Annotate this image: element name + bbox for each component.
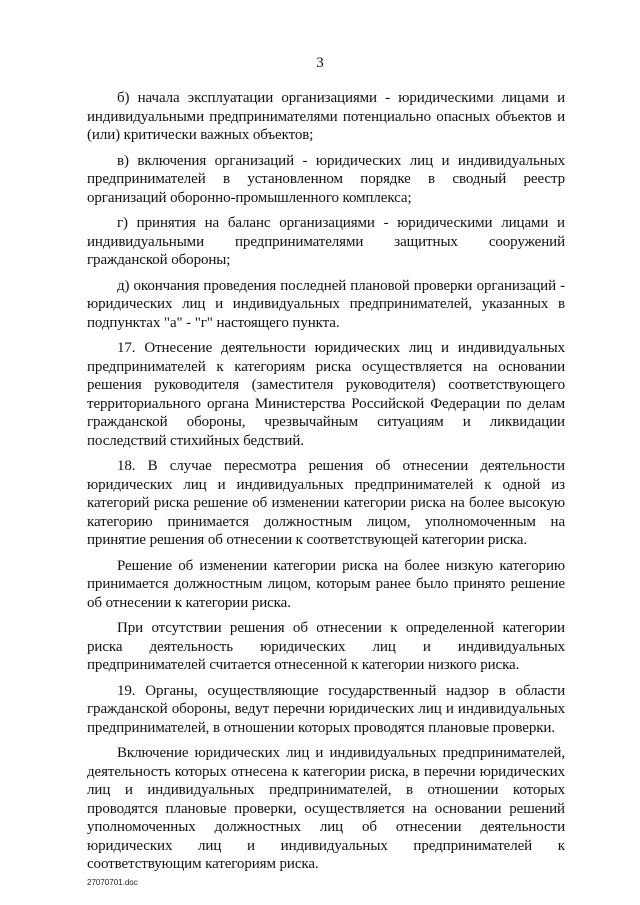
document-body bbox=[87, 89, 565, 881]
paragraph-d: д) окончания проведения последней плановой проверки организаций - юридических лиц и индивидуальных предпринимателей, указанных в подпунктах "а" - "г" настоящего пункта. bbox=[87, 277, 565, 331]
paragraph-b: б) начала эксплуатации организациями - юридическими лицами и индивидуальными предпринимателями потенциально опасных объектов и (или) критически важных объектов; bbox=[87, 90, 565, 143]
paragraph-18-no-decision: При отсутствии решения об отнесении к определенной категории риска деятельность юридических лиц и индивидуальных предпринимателей считается отнесенной к категории низкого риска. bbox=[87, 620, 565, 673]
page-number: 3 bbox=[316, 55, 324, 71]
paragraph-v: в) включения организаций - юридических лиц и индивидуальных предпринимателей в установленном порядке в сводный реестр организаций оборонно-промышленного комплекса; bbox=[87, 152, 565, 206]
paragraph-19-inclusion: Включение юридических лиц и индивидуальных предпринимателей, деятельность которых отнесена к категории риска, в перечни юридических лиц и индивидуальных предпринимателей, в отношении которых проводятся плановые проверки, осуществляется на основании решений уполномоченных должностных лиц об отнесении деятельности юридических лиц и индивидуальных предпринимателей к соответствующим категориям риска. bbox=[87, 745, 565, 872]
footer-filename: 27070701.doc bbox=[87, 878, 138, 887]
paragraph-g: г) принятия на баланс организациями - юридическими лицами и индивидуальными предпринимателями защитных сооружений гражданской обороны; bbox=[87, 215, 565, 268]
paragraph-18: 18. В случае пересмотра решения об отнесении деятельности юридических лиц и индивидуальных предпринимателей к одной из категорий риска решение об изменении категории риска на более высокую категорию принимается должностным лицом, уполномоченным на принятие решения об отнесении к соответствующей категории риска. bbox=[87, 458, 565, 548]
paragraph-18-lower-category: Решение об изменении категории риска на более низкую категорию принимается должностным лицом, которым ранее было принято решение об отнесении к категории риска. bbox=[87, 557, 565, 611]
paragraph-17: 17. Отнесение деятельности юридических лиц и индивидуальных предпринимателей к категориям риска осуществляется на основании решения руководителя (заместителя руководителя) соответствующего территориального органа Министерства Российской Федерации по делам гражданской обороны, чрезвычайным ситуациям и ликвидации последствий стихийных бедствий. bbox=[87, 340, 565, 449]
paragraph-19: 19. Органы, осуществляющие государственный надзор в области гражданской обороны, ведут перечни юридических лиц и индивидуальных предпринимателей, в отношении которых проводятся плановые проверки. bbox=[87, 682, 565, 736]
